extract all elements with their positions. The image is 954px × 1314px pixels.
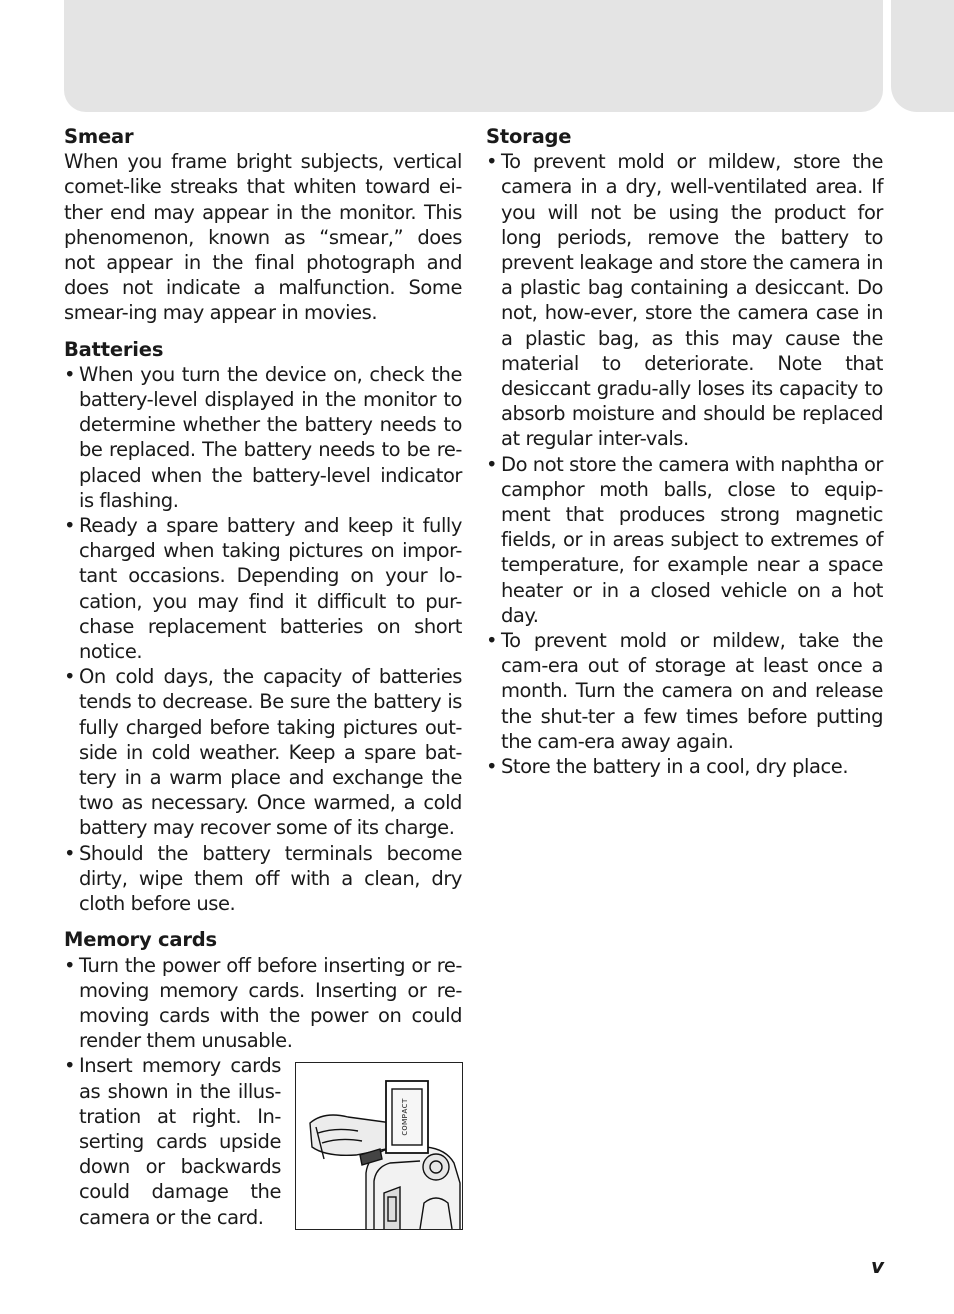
list-item: • To prevent mold or mildew, take the cam-era out of storage at least once a month. Turn the camera on and release the shut-ter a few times before putting the cam-era away again.	[486, 628, 883, 754]
list-item: • Do not store the camera with naphtha or camphor moth balls, close to equip-ment that produces strong magnetic fields, or in areas subject to extremes of temperature, for example near a space heater or in a closed vehicle on a hot day.	[486, 452, 883, 628]
list-item: • On cold days, the capacity of batteries tends to decrease. Be sure the battery is fully charged before taking pictures out-side in cold weather. Keep a spare bat-tery in a warm place and exchange the two as necessary. Once warmed, a cold battery may recover some of its charge.	[64, 664, 462, 840]
right-column	[486, 124, 883, 790]
list-item: • Ready a spare battery and keep it fully charged when taking pictures on impor-tant occasions. Depending on your lo-cation, you may find it difficult to pur-chase replacement batteries on short notice.	[64, 513, 462, 664]
batteries-heading: Batteries	[64, 337, 164, 361]
camera-illustration-graphic	[296, 1063, 462, 1229]
batteries-section	[64, 337, 462, 917]
list-item: • When you turn the device on, check the battery-level displayed in the monitor to determine whether the battery needs to be replaced. The battery needs to be re-placed when the battery-level indicator is flashing.	[64, 362, 462, 513]
page-number: v	[870, 1254, 884, 1278]
smear-section	[64, 124, 462, 326]
card-label: ᴄᴏᴍᴘᴀᴄᴛ	[400, 1098, 410, 1136]
memory-card-illustration	[295, 1062, 463, 1230]
list-item: • To prevent mold or mildew, store the camera in a dry, well-ventilated area. If you will not be using the product for long periods, remove the battery to prevent leakage and store the camera in a plastic bag containing a desiccant. Do not, how-ever, store the camera case in a plastic bag, as this may cause the material to deteriorate. Note that desiccant gradu-ally loses its capacity to absorb moisture and should be replaced at regular inter-vals.	[486, 149, 883, 451]
list-item: • Turn the power off before inserting or re-moving memory cards. Inserting or re-moving cards with the power on could render them unusable.	[64, 953, 462, 1054]
list-item: • Should the battery terminals become dirty, wipe them off with a clean, dry cloth before use.	[64, 841, 462, 917]
storage-list	[486, 149, 883, 779]
smear-heading: Smear	[64, 125, 134, 148]
storage-section	[486, 124, 883, 779]
list-item-text: • Insert memory cards as shown in the illus-tration at right. In-serting cards upside down or backwards could damage the camera or the card.	[79, 1054, 281, 1229]
left-column	[64, 124, 462, 1241]
header-band	[64, 0, 883, 112]
smear-paragraph: When you frame bright subjects, vertical comet-like streaks that whiten toward ei-ther end may appear in the monitor. This phenomenon, known as “smear,” does not appear in the final photograph and does not indicate a malfunction. Some smear-ing may appear in movies.	[64, 150, 462, 325]
storage-heading: Storage	[486, 125, 572, 148]
chapter-side-tab	[891, 0, 954, 112]
memory-cards-heading: Memory cards	[64, 928, 217, 952]
batteries-list	[64, 362, 462, 916]
list-item: • Store the battery in a cool, dry place.	[486, 754, 883, 779]
